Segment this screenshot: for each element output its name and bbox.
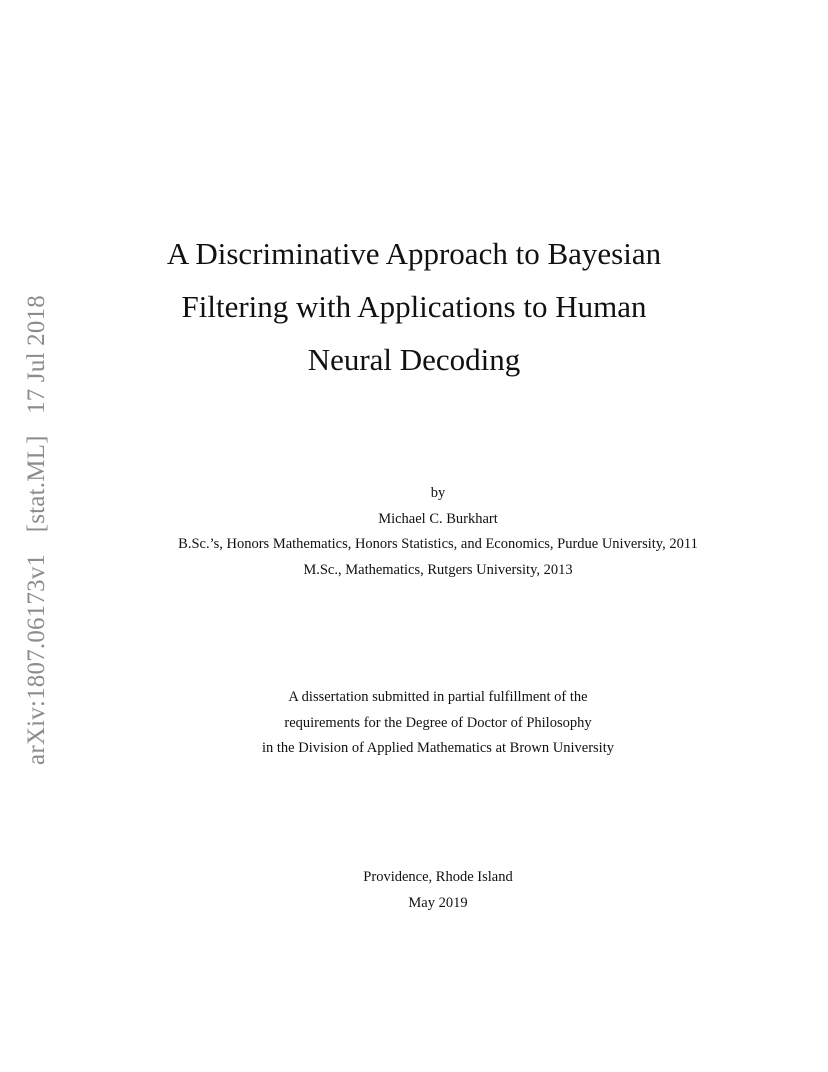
- dissertation-line-2: requirements for the Degree of Doctor of Philosophy: [284, 714, 592, 731]
- author-block: [0, 481, 828, 583]
- location: Providence, Rhode Island: [363, 869, 513, 885]
- title-line-1: A Discriminative Approach to Bayesian: [166, 236, 662, 271]
- dissertation-line-3: in the Division of Applied Mathematics at Brown University: [262, 740, 614, 756]
- author-name: Michael C. Burkhart: [378, 510, 498, 527]
- degree-msc: M.Sc., Mathematics, Rutgers University, 2013: [303, 561, 573, 578]
- arxiv-id: arXiv:1807.06173v1: [23, 553, 50, 765]
- place-date-block: [0, 865, 828, 916]
- page-title: [0, 227, 828, 386]
- submission-date: May 2019: [408, 894, 468, 911]
- degree-bsc: B.Sc.’s, Honors Mathematics, Honors Statistics, and Economics, Purdue University, 2011: [178, 536, 698, 552]
- dissertation-line-1: A dissertation submitted in partial fulfillment of the: [288, 689, 588, 705]
- by-label: by: [430, 485, 446, 501]
- title-line-2: Filtering with Applications to Human: [181, 289, 647, 324]
- dissertation-statement: [0, 685, 828, 762]
- arxiv-date: 17 Jul 2018: [23, 295, 50, 414]
- arxiv-category: [stat.ML]: [23, 435, 50, 533]
- title-line-3: Neural Decoding: [307, 342, 521, 377]
